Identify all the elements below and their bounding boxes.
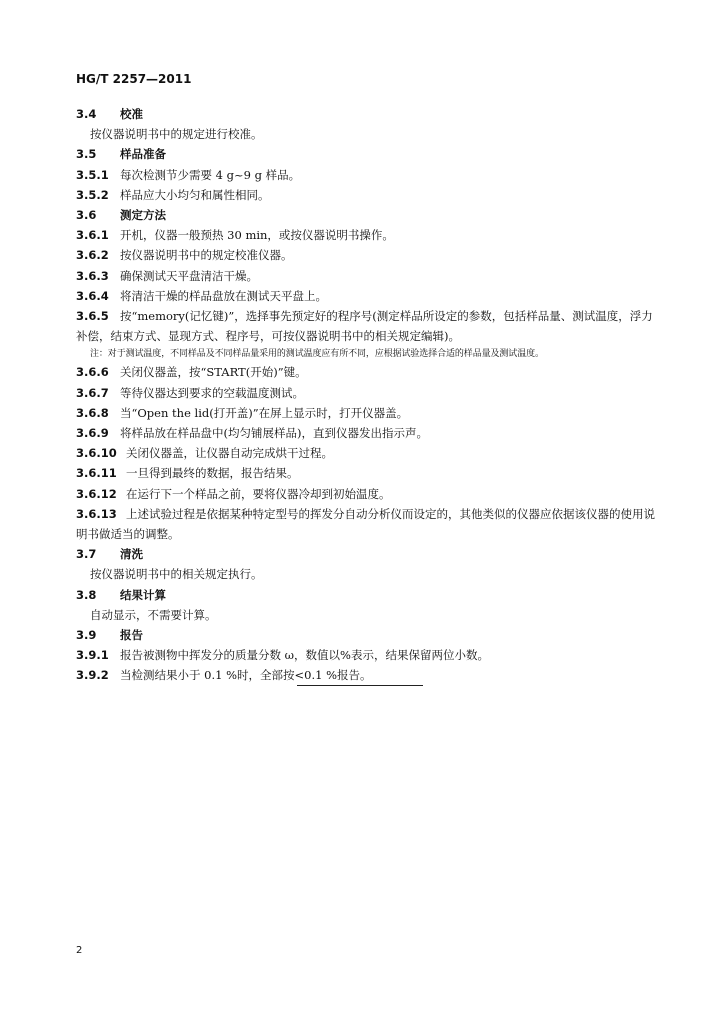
clause — [76, 645, 656, 665]
clause-text: 确保测试天平盘清洁干燥。 — [120, 268, 258, 283]
clause-text: 当“Open the lid(打开盖)”在屏上显示时，打开仪器盖。 — [120, 405, 409, 420]
clause-number: 3.6.8 — [76, 405, 109, 420]
clause — [76, 463, 656, 483]
clause-number: 3.6.2 — [76, 248, 109, 263]
section-number: 3.5 — [76, 147, 97, 162]
clause-text: 关闭仪器盖，按“START(开始)”键。 — [120, 365, 307, 380]
clause-number: 3.6.1 — [76, 228, 109, 243]
clause-number: 3.6.13 — [76, 506, 117, 521]
clause-text: 按“memory(记忆键)”，选择事先预定好的程序号(测定样品所设定的参数，包括样品量、测试温度，浮力补偿，结束方式、显现方式、程序号，可按仪器说明书中的相关规定编辑)。 — [76, 309, 653, 344]
clause-number: 3.6.12 — [76, 486, 117, 501]
clause — [76, 245, 656, 265]
clause-text: 一旦得到最终的数据，报告结果。 — [126, 466, 299, 481]
clause-number: 3.6.3 — [76, 268, 109, 283]
clause — [76, 286, 656, 306]
clause — [76, 266, 656, 286]
clause — [76, 306, 656, 346]
clause-number: 3.5.1 — [76, 167, 109, 182]
section-title: 样品准备 — [120, 147, 166, 162]
section-number: 3.4 — [76, 107, 97, 121]
clause — [76, 665, 656, 685]
section-title: 报告 — [120, 628, 143, 643]
clause — [76, 504, 656, 544]
paragraph: 按仪器说明书中的相关规定执行。 — [90, 567, 263, 582]
clause-text: 将清洁干燥的样品盘放在测试天平盘上。 — [120, 288, 327, 303]
clause-text: 关闭仪器盖，让仪器自动完成烘干过程。 — [126, 446, 333, 461]
document-code-header: HG/T 2257—2011 — [76, 72, 192, 86]
section-heading — [76, 625, 656, 645]
section-heading — [76, 585, 656, 605]
clause — [76, 225, 656, 245]
section-number: 3.6 — [76, 208, 97, 223]
clause-text: 报告被测物中挥发分的质量分数 ω，数值以%表示，结果保留两位小数。 — [120, 648, 489, 663]
section-heading — [76, 104, 656, 124]
section-number: 3.8 — [76, 587, 97, 602]
clause — [76, 423, 656, 443]
clause-text: 等待仪器达到要求的空载温度测试。 — [120, 385, 304, 400]
clause — [76, 383, 656, 403]
section-heading — [76, 205, 656, 225]
clause-number: 3.9.2 — [76, 668, 109, 683]
section-number: 3.9 — [76, 628, 97, 643]
clause — [76, 185, 656, 205]
clause — [76, 443, 656, 463]
clause-text: 开机，仪器一般预热 30 min，或按仪器说明书操作。 — [120, 228, 394, 243]
clause-number: 3.5.2 — [76, 187, 109, 202]
clause-number: 3.6.4 — [76, 288, 109, 303]
clause-text: 每次检测节少需要 4 g~9 g 样品。 — [120, 167, 301, 182]
page-number: 2 — [76, 945, 83, 956]
clause-text: 将样品放在样品盘中(均匀铺展样品)，直到仪器发出指示声。 — [120, 426, 428, 441]
clause-number: 3.6.11 — [76, 466, 117, 481]
clause-text: 样品应大小均匀和属性相同。 — [120, 187, 270, 202]
clause-number: 3.6.7 — [76, 385, 109, 400]
clause-number: 3.6.10 — [76, 446, 117, 461]
paragraph: 按仪器说明书中的规定进行校准。 — [90, 127, 263, 142]
note: 注：对于测试温度，不同样品及不同样品量采用的测试温度应有所不同，应根据试验选择合适的样品量及测试温度。 — [90, 349, 544, 360]
clause — [76, 403, 656, 423]
clause-number: 3.6.5 — [76, 309, 109, 324]
clause — [76, 484, 656, 504]
section-number: 3.7 — [76, 547, 97, 562]
document-body — [76, 104, 656, 686]
clause-text: 在运行下一个样品之前，要将仪器冷却到初始温度。 — [126, 486, 391, 501]
clause-text: 上述试验过程是依据某种特定型号的挥发分自动分析仪而设定的，其他类似的仪器应依据该仪器的使用说明书做适当的调整。 — [76, 506, 655, 542]
clause — [76, 165, 656, 185]
section-title: 清洗 — [120, 547, 143, 562]
section-heading — [76, 144, 656, 164]
clause-number: 3.6.9 — [76, 426, 109, 441]
clause-text: 按仪器说明书中的规定校准仪器。 — [120, 248, 293, 263]
section-title: 结果计算 — [120, 587, 166, 602]
clause — [76, 362, 656, 382]
clause-number: 3.9.1 — [76, 648, 109, 663]
section-heading — [76, 544, 656, 564]
section-title: 校准 — [120, 107, 143, 121]
paragraph: 自动显示，不需要计算。 — [90, 607, 217, 622]
clause-number: 3.6.6 — [76, 365, 109, 380]
end-divider — [297, 685, 423, 686]
section-title: 测定方法 — [120, 208, 166, 223]
clause-text: 当检测结果小于 0.1 %时，全部按<0.1 %报告。 — [120, 668, 372, 683]
